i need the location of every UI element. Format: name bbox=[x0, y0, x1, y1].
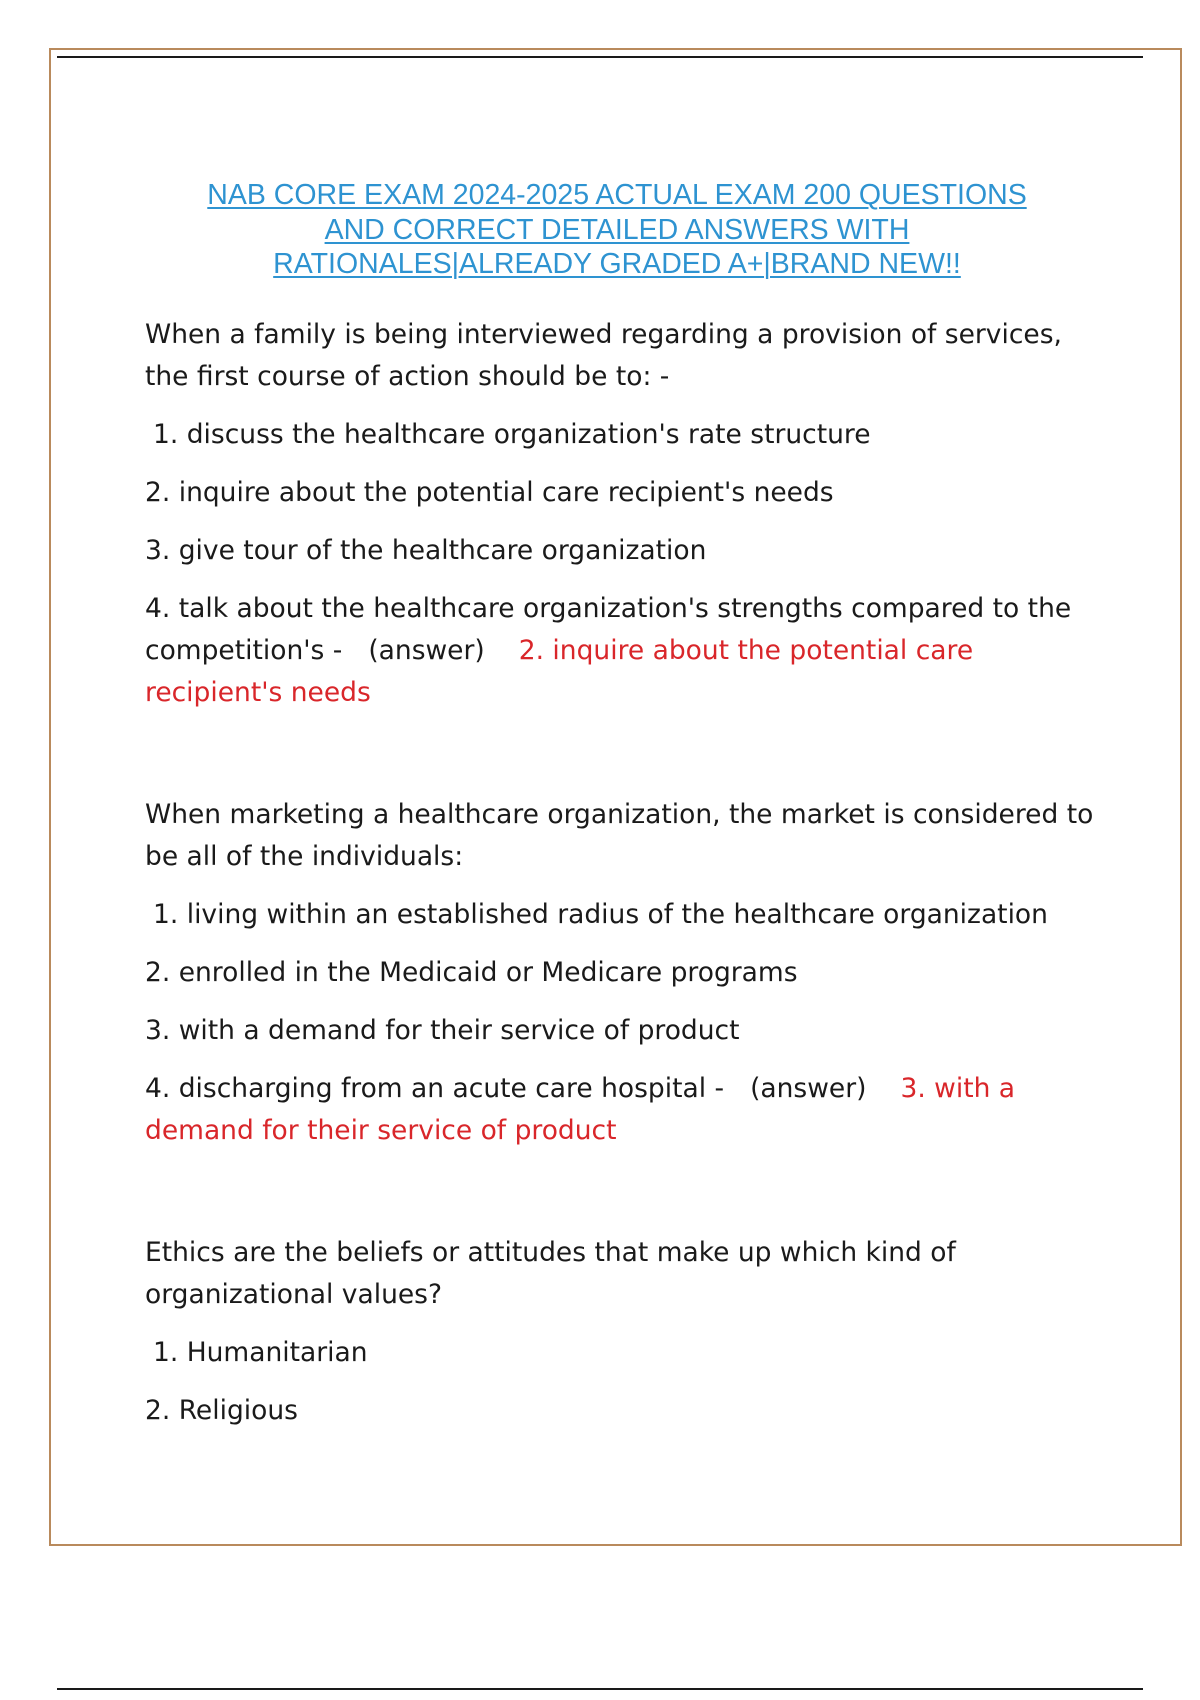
answer-text: 3. with a demand for their service of product bbox=[145, 1073, 1016, 1146]
title-line: RATIONALES|ALREADY GRADED A+|BRAND NEW!! bbox=[273, 248, 961, 280]
option-with-answer bbox=[145, 1068, 1105, 1152]
question-block-3 bbox=[145, 1232, 1105, 1448]
title-line: NAB CORE EXAM 2024-2025 ACTUAL EXAM 200 QUESTIONS bbox=[207, 179, 1027, 211]
option: 2. enrolled in the Medicaid or Medicare programs bbox=[145, 957, 798, 988]
top-rule bbox=[57, 56, 1143, 58]
option: 1. living within an established radius of the healthcare organization bbox=[153, 899, 1048, 930]
question-block-2 bbox=[145, 794, 1105, 1152]
option: 2. inquire about the potential care recipient's needs bbox=[145, 477, 834, 508]
option: 4. discharging from an acute care hospital - bbox=[145, 1073, 725, 1104]
document-title bbox=[150, 178, 1084, 282]
option-with-answer bbox=[145, 588, 1105, 714]
option: 3. give tour of the healthcare organization bbox=[145, 535, 707, 566]
option: 4. talk about the healthcare organization's strengths compared to the competition's - bbox=[145, 593, 1072, 666]
answer-text: 2. inquire about the potential care recipient's needs bbox=[145, 635, 974, 708]
answer-tag: (answer) bbox=[750, 1073, 867, 1104]
option: 3. with a demand for their service of product bbox=[145, 1015, 740, 1046]
option: 1. discuss the healthcare organization's rate structure bbox=[153, 419, 871, 450]
answer-tag: (answer) bbox=[368, 635, 485, 666]
question-block-1 bbox=[145, 314, 1105, 714]
bottom-rule bbox=[57, 1688, 1143, 1690]
option: 2. Religious bbox=[145, 1395, 298, 1426]
question-text: When marketing a healthcare organization, the market is considered to be all of the individuals: bbox=[145, 799, 1094, 872]
title-line: AND CORRECT DETAILED ANSWERS WITH bbox=[324, 213, 910, 246]
question-text: Ethics are the beliefs or attitudes that make up which kind of organizational values? bbox=[145, 1237, 956, 1310]
option: 1. Humanitarian bbox=[153, 1337, 368, 1368]
question-text: When a family is being interviewed regarding a provision of services, the first course of action should be to: - bbox=[145, 319, 1062, 392]
